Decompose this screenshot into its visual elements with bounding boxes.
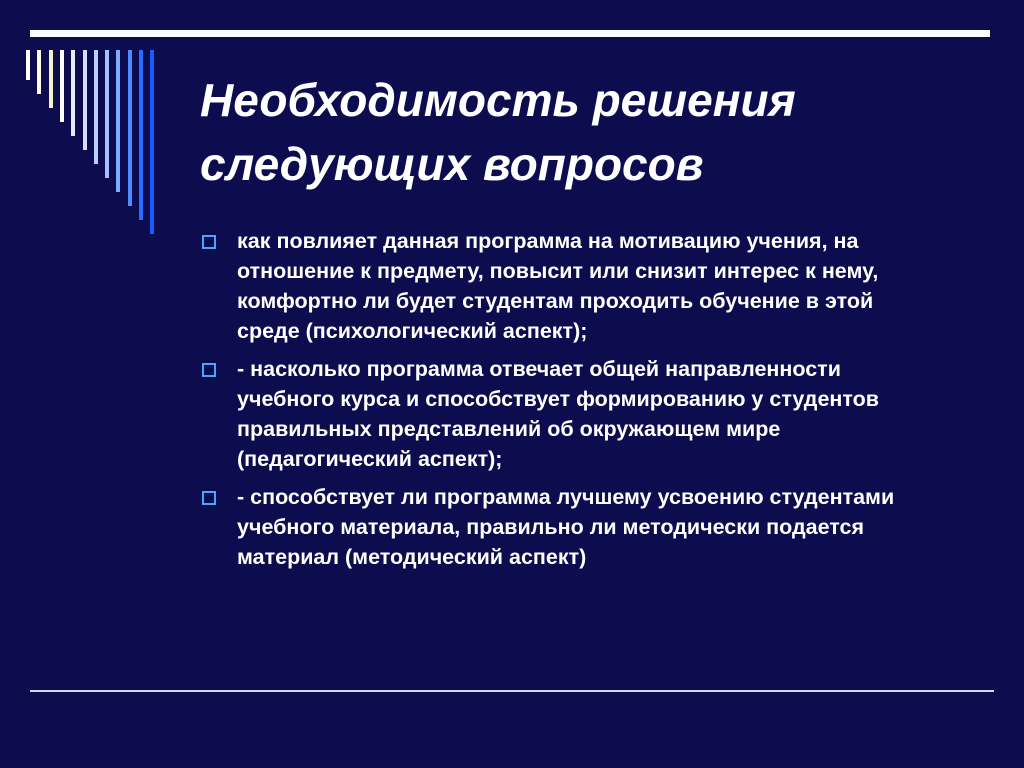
bullet-list (200, 226, 980, 580)
decorative-stripe (49, 50, 53, 108)
bullet-line: комфортно ли будет студентам проходить обучение в этой (237, 289, 874, 313)
hollow-square-icon (202, 491, 216, 505)
bullet-line: отношение к предмету, повысит или снизит интерес к нему, (237, 259, 879, 283)
decorative-stripe (105, 50, 109, 178)
hollow-square-icon (202, 235, 216, 249)
decorative-stripe (128, 50, 132, 206)
bullet-item (200, 482, 980, 572)
bottom-rule (30, 690, 994, 692)
slide-title-line: Необходимость решения (200, 74, 796, 126)
bullet-text (237, 229, 878, 343)
decorative-stripe (37, 50, 41, 94)
bullet-line: - способствует ли программа лучшему усвоению студентами (237, 485, 895, 509)
slide-title-line: следующих вопросов (200, 138, 704, 190)
bullet-line: учебного материала, правильно ли методически подается (237, 515, 865, 539)
bullet-line: - насколько программа отвечает общей направленности (237, 357, 841, 381)
decorative-stripe (150, 50, 154, 234)
decorative-stripe (116, 50, 120, 192)
decorative-stripe (94, 50, 98, 164)
decorative-stripe (26, 50, 30, 80)
hollow-square-icon (202, 363, 216, 377)
decorative-stripe (83, 50, 87, 150)
bullet-line: среде (психологический аспект); (237, 319, 588, 343)
decorative-stripe (71, 50, 75, 136)
decorative-stripe (139, 50, 143, 220)
bullet-text (237, 357, 879, 471)
bullet-line: как повлияет данная программа на мотивацию учения, на (237, 229, 859, 253)
bullet-text (237, 485, 894, 569)
bullet-item (200, 226, 980, 346)
slide-title (200, 68, 980, 196)
bullet-line: учебного курса и способствует формированию у студентов (237, 387, 879, 411)
bullet-line: правильных представлений об окружающем мире (237, 417, 781, 441)
bullet-item (200, 354, 980, 474)
top-rule (30, 30, 990, 37)
bullet-line: (педагогический аспект); (237, 447, 503, 471)
bullet-line: материал (методический аспект) (237, 545, 587, 569)
decorative-stripe (60, 50, 64, 122)
